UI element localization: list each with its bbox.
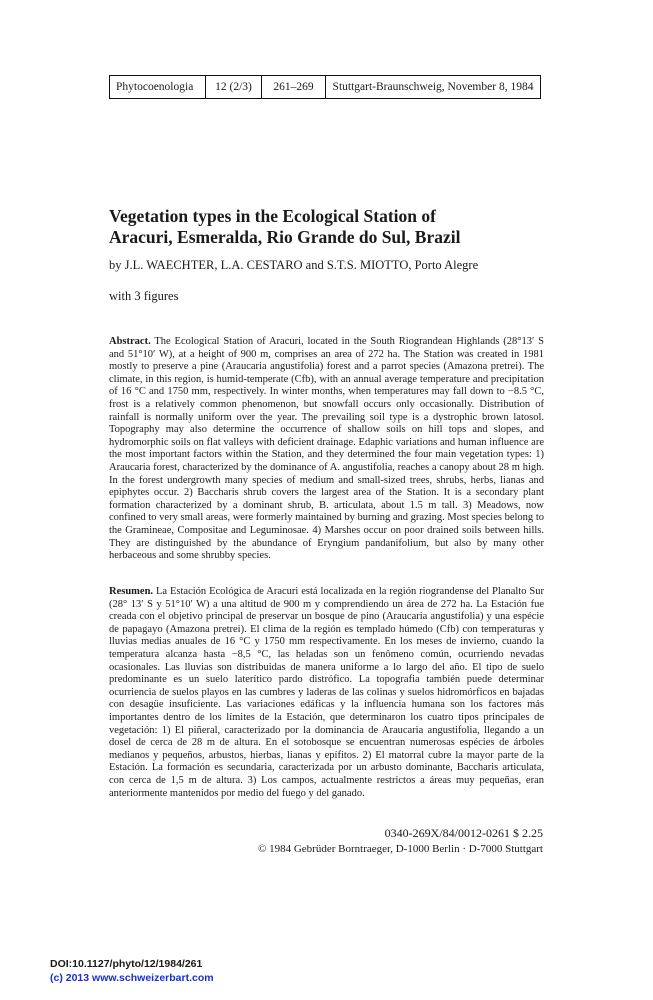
- abstract-paragraph: [109, 336, 544, 563]
- place-date: Stuttgart-Braunschweig, November 8, 1984: [325, 76, 540, 98]
- journal-name: Phytocoenologia: [116, 81, 194, 93]
- title-line-2: Aracuri, Esmeralda, Rio Grande do Sul, Brazil: [109, 227, 461, 247]
- resumen-text: La Estación Ecológica de Aracuri está localizada en la región riograndense del Planalto Sur (28° 13′ S y 51°10′ W) a una altitud de 900 m y comprendiendo un área de 272 ha. La Estación fue creada con el objetivo principal de preservar un bosque de pino (Araucaria angustifolia) y una espécie de papagayo (Amazona pretrei). El clima de la región es templado húmedo (Cfb) con temperaturas y lluvias medias anuales de 16 °C y 1750 mm respectivamente. En los meses de invierno, cuando la temperatura alcanza hasta −8,5 °C, las heladas son un fenômeno común, ocurriendo nevadas ocasionales. Las lluvias son distribuidas de manera uniforme a lo largo del año. El tipo de suelo predominante es un suelo laterítico pardo distrófico. La topografia también puede determinar ocurriencia de suelos playos en las cumbres y laderas de las colinas y suelos hidromórficos en bajadas con desagüe insuficiente. Las variaciones edáficas y la influencia humana son los factores más importantes dentro de los límites de la Estación, que determinaron los cuatro tipos principales de vegetación: 1) El piñeral, caracterizado por la dominancia de Araucaria angustifolia, llegando a un dosel de cerca de 28 m de altura. En el sotobosque se encuentran numerosas espécies de árboles medianos y pequeños, arbustos, hierbas, lianas y epífitos. 2) El matorral cubre la mayor parte de la Estación. La formación es secundaria, caracterizada por un arbusto dominante, Baccharis articulata, con cerca de 1,5 m de altura. 3) Los campos, actualmente restrictos a áreas muy pequeñas, eran anteriormente mantenidos por medio del fuego y del ganado.: [109, 586, 544, 799]
- volume-issue: 12 (2/3): [205, 76, 261, 98]
- page-range: 261–269: [261, 76, 325, 98]
- abstract-label: Abstract.: [109, 336, 151, 347]
- article-title: [109, 206, 549, 248]
- copyright-line: © 1984 Gebrüder Borntraeger, D-1000 Berlin · D-7000 Stuttgart: [258, 843, 543, 855]
- issn-code: 0340-269X/84/0012-0261 $ 2.25: [384, 826, 543, 840]
- journal-header-box: [109, 75, 541, 99]
- website-link[interactable]: (c) 2013 www.schweizerbart.com: [50, 972, 214, 984]
- doi-line: DOI:10.1127/phyto/12/1984/261: [50, 958, 203, 970]
- abstract-text: The Ecological Station of Aracuri, located in the South Riograndean Highlands (28°13′ S and 51°10′ W), at a height of 900 m, comprises an area of 272 ha. The Station was created in 1981 mostly to preserve a pine (Araucaria angustifolia) forest and a parrot species (Amazona pretrei). The climate, in this region, is humid-temperate (Cfb), with an annual average temperature and precipitation of 16 °C and 1750 mm, respectively. In winter months, when temperatures may fall down to −8.5 °C, frost is a relatively common phenomenon, but snowfall occurs only occasionally. Distribution of rainfall is normally uniform over the year. The prevailing soil type is a dystrophic brown latosol. Topography may also determine the occurrence of shallow soils on hill tops and slopes, and hydromorphic soils on flat valleys with deficient drainage. Edaphic variations and human influence are the most important factors within the Station, and they determined the four main vegetation types: 1) Araucaria forest, characterized by the dominance of A. angustifolia, reaches a canopy about 28 m high. In the forest undergrowth many species of medium and small-sized trees, shrubs, herbs, lianas and epiphytes occur. 2) Baccharis shrub covers the largest area of the Station. It is a secondary plant formation characterized by a dominant shrub, B. articulata, about 1.5 m tall. 3) Meadows, now confined to very small areas, were formerly maintained by burning and grazing. Most species belong to the Gramineae, Compositae and Leguminosae. 4) Marshes occur on poor drained soils between hills. They are distinguished by the abundance of Eryngium pandanifolium, but also by many other herbaceous and some shrubby species.: [109, 336, 544, 562]
- authors-line: by J.L. WAECHTER, L.A. CESTARO and S.T.S. MIOTTO, Porto Alegre: [109, 258, 479, 272]
- figures-note: with 3 figures: [109, 289, 179, 303]
- title-line-1: Vegetation types in the Ecological Station of: [109, 206, 436, 226]
- resumen-label: Resumen.: [109, 586, 154, 597]
- resumen-paragraph: [109, 586, 544, 800]
